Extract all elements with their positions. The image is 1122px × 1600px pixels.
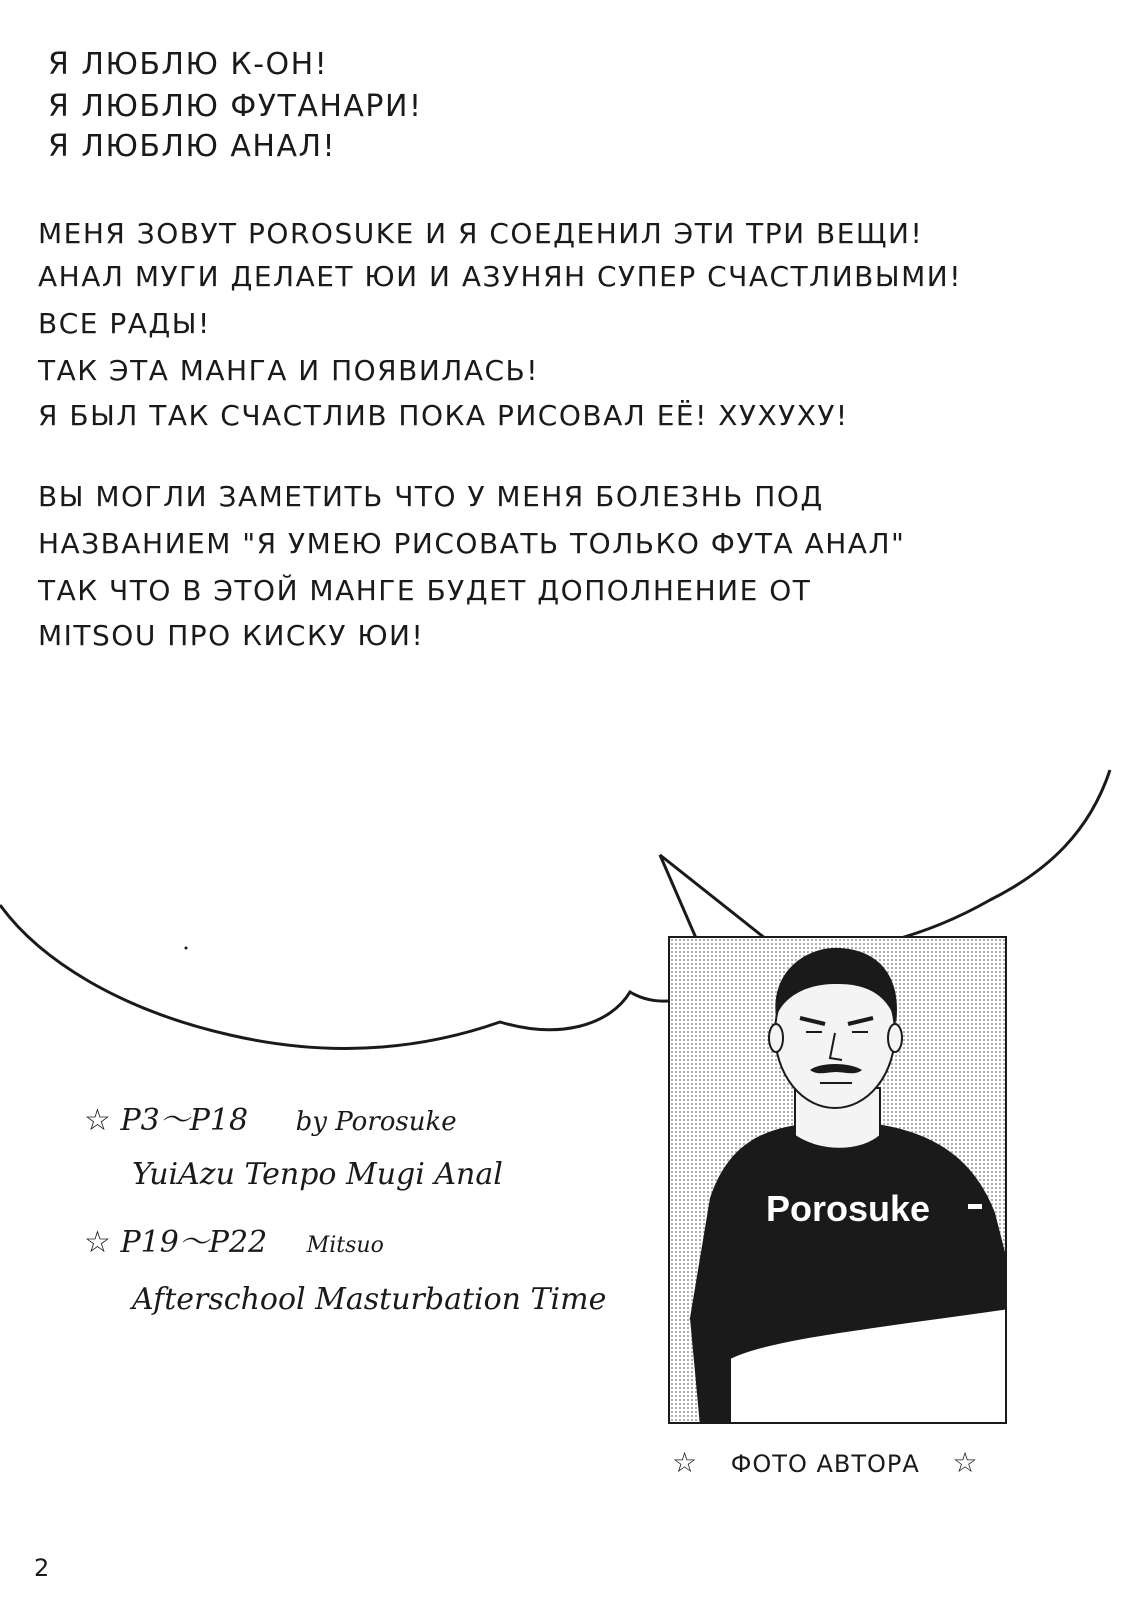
credit-2-pages-row [84, 1225, 384, 1260]
credit-2-title: Afterschool Masturbation Time [132, 1282, 607, 1317]
star-outline-icon: ☆ [672, 1446, 699, 1479]
para2-line-3: ТАК ЧТО В ЭТОЙ МАНГЕ БУДЕТ ДОПОЛНЕНИЕ ОТ [38, 574, 812, 607]
page-number: 2 [34, 1554, 50, 1582]
para1-line-2: АНАЛ МУГИ ДЕЛАЕТ ЮИ И АЗУНЯН СУПЕР СЧАСТЛИВЫМИ! [38, 260, 962, 293]
para1-line-4: ТАК ЭТА МАНГА И ПОЯВИЛАСЬ! [38, 354, 539, 387]
author-photo [668, 936, 1007, 1424]
credit-1-title: YuiAzu Tenpo Mugi Anal [132, 1157, 503, 1192]
photo-caption-row [672, 1446, 979, 1479]
para2-line-4: MITSOU ПРО КИСКУ ЮИ! [38, 619, 425, 652]
para2-line-2: НАЗВАНИЕМ "Я УМЕЮ РИСОВАТЬ ТОЛЬКО ФУТА АНАЛ" [38, 527, 906, 560]
credit-1-pages: P3〜P18 [120, 1103, 249, 1138]
para2-line-1: ВЫ МОГЛИ ЗАМЕТИТЬ ЧТО У МЕНЯ БОЛЕЗНЬ ПОД [38, 480, 824, 513]
star-outline-icon: ☆ [952, 1446, 979, 1479]
credit-2-author: Mitsuo [306, 1233, 384, 1258]
author-portrait [670, 938, 1007, 1424]
intro-line-3: Я ЛЮБЛЮ АНАЛ! [48, 129, 337, 164]
credit-1-author: by Porosuke [295, 1107, 457, 1137]
para1-line-5: Я БЫЛ ТАК СЧАСТЛИВ ПОКА РИСОВАЛ ЕЁ! ХУХУХУ! [38, 399, 849, 432]
shirt-text: Porosuke [765, 1188, 931, 1229]
credit-2-pages: P19〜P22 [120, 1225, 268, 1260]
credit-1-pages-row [84, 1103, 457, 1138]
star-outline-icon: ☆ [84, 1103, 111, 1138]
para1-line-1: МЕНЯ ЗОВУТ POROSUKE И Я СОЕДЕНИЛ ЭТИ ТРИ ВЕЩИ! [38, 217, 924, 250]
intro-line-2: Я ЛЮБЛЮ ФУТАНАРИ! [48, 89, 423, 124]
star-outline-icon: ☆ [84, 1225, 111, 1260]
para1-line-3: ВСЕ РАДЫ! [38, 307, 211, 340]
photo-caption: ФОТО АВТОРА [730, 1450, 920, 1478]
intro-line-1: Я ЛЮБЛЮ К-ОН! [48, 47, 329, 82]
